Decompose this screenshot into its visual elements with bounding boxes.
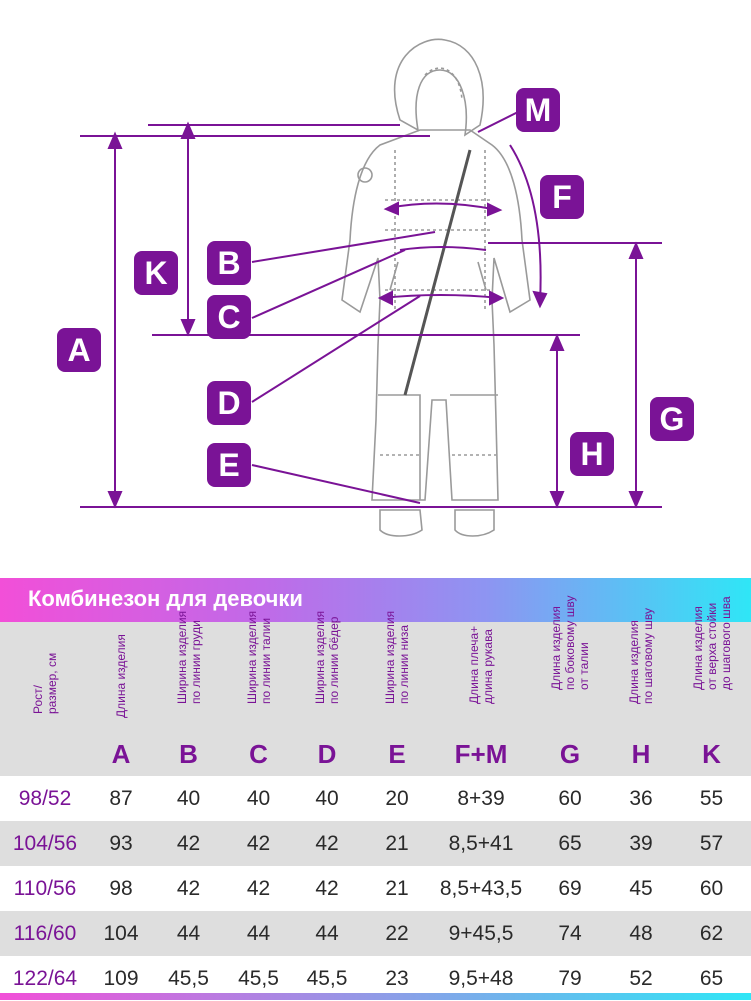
header-caption: [114, 634, 128, 718]
value-cell: 98: [109, 877, 133, 900]
label-a: A: [57, 328, 101, 372]
header-caption-line: от талии: [577, 642, 591, 690]
value-cell: 74: [558, 922, 582, 945]
value-cell: 60: [699, 877, 724, 900]
value-cell: 57: [699, 832, 724, 855]
header-col-g: [530, 595, 610, 776]
page-title: Комбинезон для девочки: [28, 586, 303, 611]
value-cell: 9,5+48: [448, 967, 514, 990]
table-row: [0, 866, 751, 911]
value-cell: 65: [558, 832, 582, 855]
value-cell: 8+39: [457, 787, 505, 810]
header-caption: [313, 611, 341, 704]
header-caption: [549, 596, 591, 690]
value-cell: 62: [699, 922, 724, 945]
header-caption-line: Длина изделия: [690, 606, 705, 690]
value-cell: 109: [103, 967, 139, 990]
label-h: H: [570, 432, 614, 476]
header-caption-line: до шагового шва: [718, 596, 733, 690]
size-cell: 110/56: [13, 877, 77, 900]
value-cell: 55: [699, 787, 724, 810]
label-e: E: [207, 443, 251, 487]
value-cell: 39: [629, 832, 653, 855]
header-caption-line: по шаговому шву: [641, 608, 655, 704]
value-cell: 44: [246, 922, 271, 945]
label-g: G: [650, 397, 694, 441]
label-d: D: [207, 381, 251, 425]
header-caption-line: по боковому шву: [563, 595, 577, 690]
header-letter: H: [631, 739, 651, 769]
value-cell: 42: [176, 832, 201, 855]
size-cell: 104/56: [12, 832, 78, 855]
header-col-h: [610, 608, 672, 776]
value-cell: 40: [176, 787, 201, 810]
header-letter: G: [559, 739, 581, 769]
header-caption-line: Длина изделия: [549, 606, 563, 690]
header-caption-line: по линии бёдер: [327, 616, 341, 704]
value-cell: 23: [385, 967, 409, 990]
table-row: [0, 821, 751, 866]
header-col-a: [90, 622, 152, 776]
header-caption-line: от верха стойки: [704, 602, 719, 690]
value-cell: 42: [315, 832, 339, 855]
header-caption-line: Ширина изделия: [244, 610, 259, 704]
header-col-k: [672, 596, 751, 776]
header-letter: E: [388, 739, 406, 769]
header-letter: A: [111, 739, 131, 769]
value-cell: 21: [385, 832, 409, 855]
header-caption: [383, 611, 411, 704]
header-caption-line: Рост/: [31, 685, 45, 714]
header-caption-line: по линии талии: [258, 617, 273, 704]
header-caption-line: Ширина изделия: [174, 610, 189, 704]
value-cell: 60: [558, 787, 582, 810]
value-cell: 45,5: [238, 967, 279, 990]
label-k: K: [134, 251, 178, 295]
value-cell: 44: [176, 922, 201, 945]
value-cell: 45: [629, 877, 653, 900]
header-letter: K: [702, 739, 721, 769]
value-cell: 69: [558, 877, 582, 900]
value-cell: 8,5+41: [448, 832, 514, 855]
label-m: M: [516, 88, 560, 132]
header-caption-line: Длина плеча+: [467, 625, 481, 704]
value-cell: 45,5: [306, 967, 348, 990]
header-caption-line: по линии низа: [397, 624, 411, 704]
header-col-e: [362, 610, 432, 776]
label-f: F: [540, 175, 584, 219]
value-cell: 40: [246, 787, 271, 810]
value-cell: 8,5+43,5: [439, 877, 523, 900]
header-caption-line: Ширина изделия: [313, 610, 327, 704]
header-col-b: [152, 610, 225, 776]
value-cell: 9+45,5: [448, 922, 514, 945]
header-caption: [31, 653, 59, 714]
header-caption-line: по линии груди: [188, 620, 203, 704]
header-caption: [627, 608, 655, 704]
header-col-c: [225, 610, 292, 776]
value-cell: 21: [385, 877, 409, 900]
header-caption-line: Длина изделия: [114, 634, 128, 718]
table-row: [0, 776, 751, 821]
value-cell: 48: [629, 922, 653, 945]
value-cell: 65: [699, 967, 724, 990]
header-letter: F+M: [454, 739, 508, 769]
header-caption-line: Длина изделия: [627, 620, 641, 704]
value-cell: 52: [629, 967, 653, 990]
header-caption-line: длина рукава: [481, 629, 495, 704]
value-cell: 36: [629, 787, 653, 810]
value-cell: 104: [103, 922, 139, 945]
value-cell: 87: [109, 787, 133, 810]
value-cell: 20: [385, 787, 409, 810]
value-cell: 45,5: [168, 967, 209, 990]
value-cell: 79: [558, 967, 582, 990]
header-caption-line: размер, см: [45, 652, 59, 714]
header-col-fm: [432, 622, 530, 776]
bottom-accent-strip: [0, 993, 751, 1000]
header-letter: D: [317, 739, 337, 769]
value-cell: 42: [315, 877, 339, 900]
value-cell: 22: [385, 922, 409, 945]
table-row: [0, 911, 751, 956]
value-cell: 42: [246, 832, 271, 855]
value-cell: 42: [176, 877, 201, 900]
value-cell: 40: [315, 787, 339, 810]
header-caption: [245, 611, 273, 704]
header-caption: [467, 626, 495, 704]
label-b: B: [207, 241, 251, 285]
header-caption: [691, 596, 733, 690]
label-c: C: [207, 295, 251, 339]
size-cell: 122/64: [12, 967, 78, 990]
size-cell: 116/60: [13, 922, 77, 945]
value-cell: 44: [315, 922, 339, 945]
size-cell: 98/52: [18, 787, 72, 810]
header-col-size: [0, 622, 90, 776]
header-col-d: [292, 610, 362, 776]
header-letter: C: [249, 739, 268, 769]
value-cell: 42: [246, 877, 271, 900]
header-letter: B: [179, 739, 198, 769]
value-cell: 93: [109, 832, 133, 855]
header-caption: [175, 611, 203, 704]
header-caption-line: Ширина изделия: [383, 610, 397, 704]
